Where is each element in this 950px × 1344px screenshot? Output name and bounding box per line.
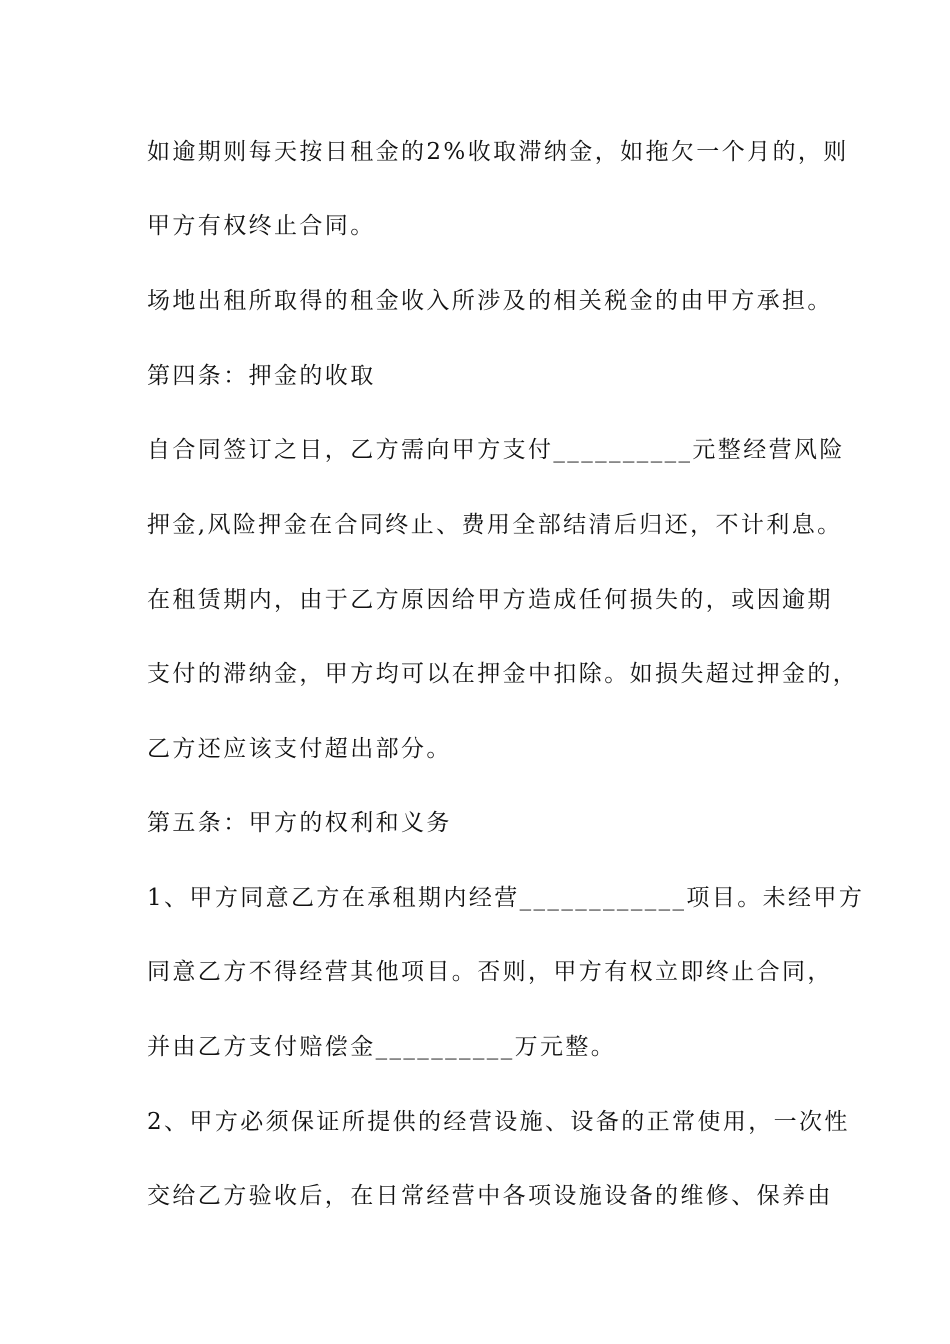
text-line-15: 交给乙方验收后，在日常经营中各项设施设备的维修、保养由 [147,1183,833,1209]
text-line-7: 在租赁期内，由于乙方原因给甲方造成任何损失的，或因逾期 [147,587,833,613]
text-line-2: 甲方有权终止合同。 [147,213,376,239]
section-heading-5: 第五条：甲方的权利和义务 [147,810,452,836]
text-line-14: 2、甲方必须保证所提供的经营设施、设备的正常使用，一次性 [147,1109,850,1135]
text-line-9: 乙方还应该支付超出部分。 [147,736,452,762]
text-line-8: 支付的滞纳金，甲方均可以在押金中扣除。如损失超过押金的， [147,661,859,687]
text-line-3: 场地出租所取得的租金收入所涉及的相关税金的由甲方承担。 [147,288,833,314]
text-line-5: 自合同签订之日，乙方需向甲方支付__________元整经营风险 [147,437,845,463]
text-line-1: 如逾期则每天按日租金的2%收取滞纳金，如拖欠一个月的，则 [147,139,849,165]
text-line-12: 同意乙方不得经营其他项目。否则，甲方有权立即终止合同， [147,959,833,985]
text-line-6: 押金,风险押金在合同终止、费用全部结清后归还，不计利息。 [147,512,843,538]
text-line-13: 并由乙方支付赔偿金__________万元整。 [147,1034,617,1060]
section-heading-4: 第四条：押金的收取 [147,363,376,389]
text-line-11: 1、甲方同意乙方在承租期内经营____________项目。未经甲方 [147,885,865,911]
